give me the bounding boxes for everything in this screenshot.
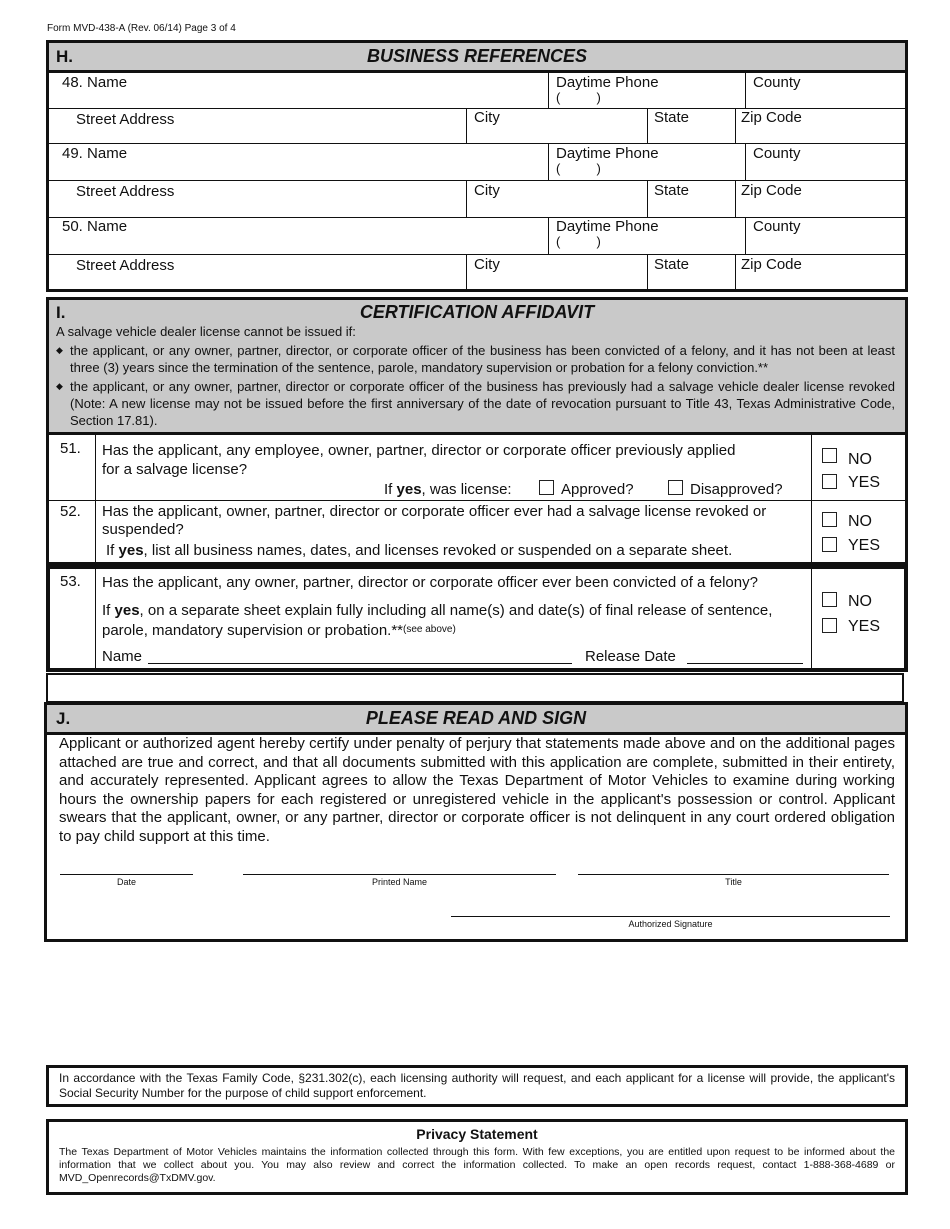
phone-paren: ( ) (556, 90, 601, 105)
daytime-phone-label: Daytime Phone (556, 218, 659, 235)
q53-yes-checkbox[interactable] (822, 618, 837, 633)
q52-no-label: NO (848, 513, 872, 530)
q52-number: 52. (60, 503, 81, 520)
spacer-box (46, 673, 904, 703)
q51-no-checkbox[interactable] (822, 448, 837, 463)
state-label: State (654, 109, 690, 126)
certification-text: Applicant or authorized agent hereby certify under penalty of perjury that statements made above and on the additional pages attached are true and correct, and that all documents submitted with this application are complete, submitted in their entirety, and accurately represented. Applicant agrees to allow the Texas Department of Motor Vehicles to examine during working hours the ownership papers for each registered or unregistered vehicle in the applicant's possession or control. Applicant swears that the applicant, owner, or any partner, director or corporate officer is not delinquent in any court ordered obligation to pay child support at this time. (59, 735, 895, 845)
privacy-title: Privacy Statement (416, 1126, 538, 1142)
state-label: State (654, 182, 690, 199)
bullet-icon: ◆ (56, 381, 63, 391)
approved-checkbox[interactable] (539, 480, 554, 495)
zip-code-label: Zip Code (741, 182, 802, 199)
q51-text: Has the applicant, any employee, owner, partner, director or corporate officer previously applied for a salvage license? (102, 442, 736, 478)
city-label: City (474, 109, 500, 126)
street-address-label: Street Address (76, 111, 175, 128)
q53-release-date-label: Release Date (585, 648, 676, 665)
q53-if-yes: If yes, on a separate sheet explain fully including all name(s) and date(s) of final release of sentence, parole, mandatory supervision or probation.**$^{(see above)}$ (102, 602, 773, 639)
q53-name-label: Name (102, 648, 143, 665)
ref-name-label: 49. Name (62, 145, 128, 162)
q52-text: Has the applicant, owner, partner, director or corporate officer ever had a salvage license revoked or suspended? (102, 503, 767, 538)
date-line[interactable] (60, 874, 193, 875)
phone-paren: ( ) (556, 234, 601, 249)
zip-code-label: Zip Code (741, 256, 802, 273)
section-h-letter: H. (56, 47, 73, 66)
disapproved-label: Disapproved? (690, 481, 783, 498)
q52-yes-label: YES (848, 537, 881, 554)
printed-name-line[interactable] (243, 874, 556, 875)
q51-no-label: NO (848, 451, 872, 468)
section-j-letter: J. (56, 709, 71, 728)
q53-text: Has the applicant, any owner, partner, director or corporate officer ever been convicted of a felony? (102, 574, 758, 591)
q51-if-yes: If yes, was license: (384, 481, 512, 498)
q51-yes-checkbox[interactable] (822, 474, 837, 489)
q53-number: 53. (60, 573, 81, 590)
street-address-label: Street Address (76, 183, 175, 200)
section-j-title: PLEASE READ AND SIGN (365, 708, 587, 728)
signature-line[interactable] (451, 916, 890, 917)
zip-code-label: Zip Code (741, 109, 802, 126)
section-i-letter: I. (56, 303, 66, 322)
q51-number: 51. (60, 440, 81, 457)
county-label: County (753, 145, 801, 162)
section-h-title: BUSINESS REFERENCES (366, 46, 588, 66)
phone-paren: ( ) (556, 161, 601, 176)
city-label: City (474, 182, 500, 199)
bullet-icon: ◆ (56, 345, 63, 355)
q53-name-line[interactable] (148, 663, 572, 664)
ref-name-label: 50. Name (62, 218, 128, 235)
county-label: County (753, 218, 801, 235)
q52-if-yes: If yes, list all business names, dates, and licenses revoked or suspended on a separate sheet. (106, 542, 733, 559)
q51-yes-label: YES (848, 474, 881, 491)
approved-label: Approved? (561, 481, 634, 498)
q52-yes-checkbox[interactable] (822, 537, 837, 552)
date-label: Date (116, 877, 136, 887)
q53-release-date-line[interactable] (687, 663, 803, 664)
street-address-label: Street Address (76, 257, 175, 274)
affidavit-bullet-2: the applicant, or any owner, partner, director or corporate officer of the business has previously had a salvage vehicle dealer license revoked (Note: A new license may not be issued before the first anniversary of the date of revocation pursuant to Title 43, Texas Administrative Code, Section 17.81). (70, 379, 895, 428)
daytime-phone-label: Daytime Phone (556, 145, 659, 162)
signature-label: Authorized Signature (628, 919, 713, 929)
q53-yes-label: YES (848, 618, 881, 635)
affidavit-bullet-1: the applicant, or any owner, partner, director, or corporate officer of the business has been convicted of a felony, and it has not been at least three (3) years since the termination of the sentence, parole, mandatory supervision or probation for a felony conviction.** (70, 343, 895, 375)
q53-no-checkbox[interactable] (822, 592, 837, 607)
form-id: Form MVD-438-A (Rev. 06/14) Page 3 of 4 (47, 23, 236, 34)
affidavit-intro: A salvage vehicle dealer license cannot be issued if: (56, 324, 356, 339)
county-label: County (753, 74, 801, 91)
city-label: City (474, 256, 500, 273)
family-code-notice: In accordance with the Texas Family Code, §231.302(c), each licensing authority will request, and each applicant for a license will provide, the applicant's Social Security Number for the purpose of child support enforcement. (59, 1071, 895, 1100)
q52-no-checkbox[interactable] (822, 512, 837, 527)
section-i-title: CERTIFICATION AFFIDAVIT (359, 302, 595, 322)
ref-name-label: 48. Name (62, 74, 128, 91)
title-label: Title (725, 877, 742, 887)
printed-name-label: Printed Name (371, 877, 428, 887)
disapproved-checkbox[interactable] (668, 480, 683, 495)
privacy-body: The Texas Department of Motor Vehicles maintains the information collected through this form. With few exceptions, you are entitled upon request to be informed about the information that we collect about you. You may also review and correct the information collected. To make an open records request, contact 1-888-368-4689 or MVD_Openrecords@TxDMV.gov. (59, 1146, 895, 1184)
daytime-phone-label: Daytime Phone (556, 74, 659, 91)
q53-no-label: NO (848, 593, 872, 610)
title-line[interactable] (578, 874, 889, 875)
state-label: State (654, 256, 690, 273)
